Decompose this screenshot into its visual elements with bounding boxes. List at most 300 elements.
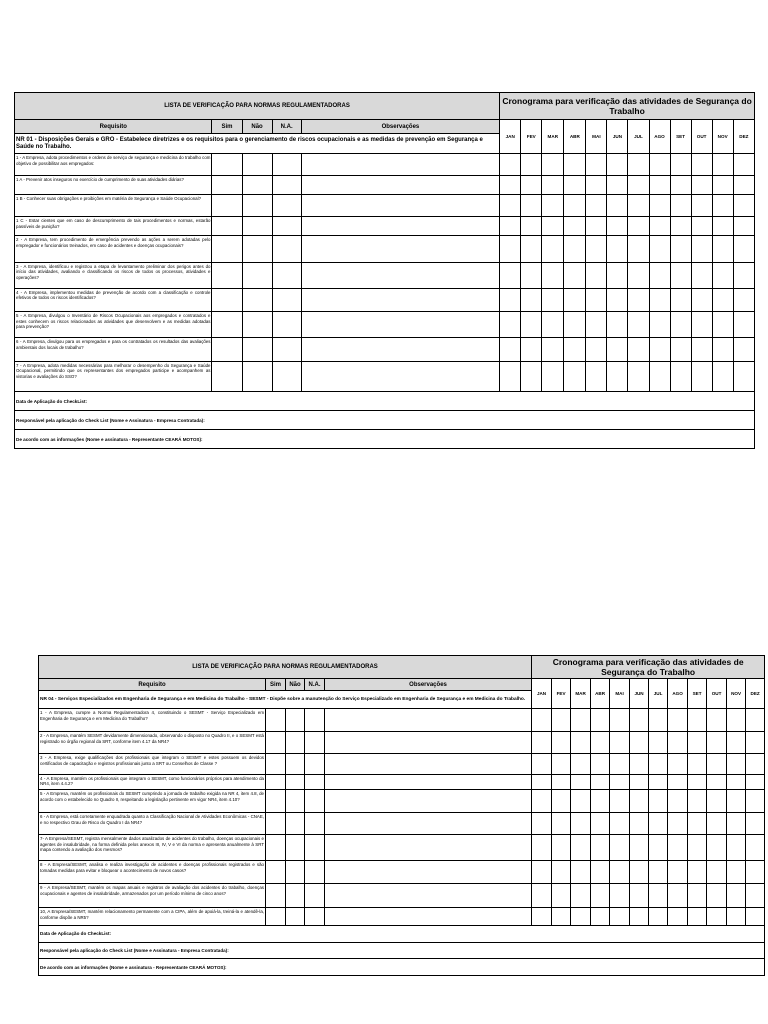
- schedule-cell[interactable]: [668, 753, 688, 774]
- schedule-cell[interactable]: [586, 195, 607, 217]
- answer-no-cell[interactable]: [286, 753, 305, 774]
- schedule-cell[interactable]: [688, 884, 707, 908]
- schedule-cell[interactable]: [712, 217, 733, 236]
- schedule-cell[interactable]: [591, 774, 610, 790]
- notes-cell[interactable]: [325, 753, 532, 774]
- schedule-cell[interactable]: [630, 709, 649, 732]
- schedule-cell[interactable]: [586, 154, 607, 176]
- schedule-cell[interactable]: [733, 154, 754, 176]
- schedule-cell[interactable]: [746, 753, 765, 774]
- schedule-cell[interactable]: [707, 884, 727, 908]
- answer-no-cell[interactable]: [286, 732, 305, 754]
- notes-cell[interactable]: [301, 288, 500, 311]
- schedule-cell[interactable]: [586, 312, 607, 338]
- schedule-cell[interactable]: [649, 790, 668, 813]
- notes-cell[interactable]: [301, 312, 500, 338]
- notes-cell[interactable]: [301, 195, 500, 217]
- schedule-cell[interactable]: [707, 732, 727, 754]
- notes-cell[interactable]: [325, 709, 532, 732]
- schedule-cell[interactable]: [521, 176, 542, 195]
- schedule-cell[interactable]: [688, 709, 707, 732]
- answer-yes-cell[interactable]: [212, 338, 242, 361]
- schedule-cell[interactable]: [733, 176, 754, 195]
- schedule-cell[interactable]: [532, 908, 552, 926]
- notes-cell[interactable]: [301, 361, 500, 392]
- schedule-cell[interactable]: [500, 154, 521, 176]
- schedule-cell[interactable]: [649, 709, 668, 732]
- answer-no-cell[interactable]: [242, 154, 272, 176]
- answer-na-cell[interactable]: [305, 835, 325, 861]
- schedule-cell[interactable]: [571, 790, 591, 813]
- answer-no-cell[interactable]: [242, 262, 272, 288]
- schedule-cell[interactable]: [607, 195, 628, 217]
- answer-no-cell[interactable]: [242, 195, 272, 217]
- schedule-cell[interactable]: [571, 732, 591, 754]
- schedule-cell[interactable]: [586, 288, 607, 311]
- schedule-cell[interactable]: [521, 338, 542, 361]
- schedule-cell[interactable]: [691, 338, 712, 361]
- answer-yes-cell[interactable]: [266, 732, 286, 754]
- schedule-cell[interactable]: [571, 709, 591, 732]
- schedule-cell[interactable]: [668, 835, 688, 861]
- answer-na-cell[interactable]: [305, 732, 325, 754]
- schedule-cell[interactable]: [607, 154, 628, 176]
- schedule-cell[interactable]: [670, 262, 691, 288]
- answer-yes-cell[interactable]: [266, 835, 286, 861]
- answer-no-cell[interactable]: [242, 236, 272, 262]
- schedule-cell[interactable]: [649, 338, 670, 361]
- schedule-cell[interactable]: [727, 861, 746, 884]
- schedule-cell[interactable]: [691, 361, 712, 392]
- schedule-cell[interactable]: [670, 195, 691, 217]
- schedule-cell[interactable]: [691, 262, 712, 288]
- schedule-cell[interactable]: [586, 217, 607, 236]
- schedule-cell[interactable]: [670, 176, 691, 195]
- schedule-cell[interactable]: [500, 176, 521, 195]
- schedule-cell[interactable]: [688, 908, 707, 926]
- schedule-cell[interactable]: [591, 861, 610, 884]
- schedule-cell[interactable]: [668, 861, 688, 884]
- schedule-cell[interactable]: [712, 312, 733, 338]
- answer-no-cell[interactable]: [242, 361, 272, 392]
- schedule-cell[interactable]: [521, 312, 542, 338]
- answer-na-cell[interactable]: [305, 774, 325, 790]
- schedule-cell[interactable]: [542, 361, 564, 392]
- schedule-cell[interactable]: [688, 774, 707, 790]
- schedule-cell[interactable]: [649, 176, 670, 195]
- schedule-cell[interactable]: [746, 884, 765, 908]
- schedule-cell[interactable]: [591, 732, 610, 754]
- answer-yes-cell[interactable]: [212, 154, 242, 176]
- schedule-cell[interactable]: [746, 835, 765, 861]
- schedule-cell[interactable]: [552, 709, 571, 732]
- schedule-cell[interactable]: [610, 835, 630, 861]
- notes-cell[interactable]: [301, 176, 500, 195]
- schedule-cell[interactable]: [733, 288, 754, 311]
- schedule-cell[interactable]: [746, 790, 765, 813]
- schedule-cell[interactable]: [707, 908, 727, 926]
- schedule-cell[interactable]: [649, 361, 670, 392]
- answer-na-cell[interactable]: [305, 861, 325, 884]
- answer-no-cell[interactable]: [242, 288, 272, 311]
- schedule-cell[interactable]: [500, 236, 521, 262]
- answer-yes-cell[interactable]: [266, 884, 286, 908]
- schedule-cell[interactable]: [630, 908, 649, 926]
- answer-na-cell[interactable]: [305, 813, 325, 835]
- schedule-cell[interactable]: [733, 262, 754, 288]
- schedule-cell[interactable]: [746, 774, 765, 790]
- schedule-cell[interactable]: [591, 790, 610, 813]
- answer-yes-cell[interactable]: [212, 312, 242, 338]
- schedule-cell[interactable]: [712, 195, 733, 217]
- schedule-cell[interactable]: [668, 732, 688, 754]
- answer-yes-cell[interactable]: [266, 908, 286, 926]
- schedule-cell[interactable]: [532, 774, 552, 790]
- schedule-cell[interactable]: [521, 217, 542, 236]
- schedule-cell[interactable]: [628, 217, 649, 236]
- schedule-cell[interactable]: [552, 753, 571, 774]
- schedule-cell[interactable]: [733, 312, 754, 338]
- notes-cell[interactable]: [325, 908, 532, 926]
- schedule-cell[interactable]: [727, 753, 746, 774]
- schedule-cell[interactable]: [630, 732, 649, 754]
- schedule-cell[interactable]: [628, 338, 649, 361]
- schedule-cell[interactable]: [500, 338, 521, 361]
- schedule-cell[interactable]: [707, 813, 727, 835]
- schedule-cell[interactable]: [628, 361, 649, 392]
- schedule-cell[interactable]: [712, 236, 733, 262]
- schedule-cell[interactable]: [691, 217, 712, 236]
- answer-na-cell[interactable]: [272, 217, 301, 236]
- schedule-cell[interactable]: [532, 861, 552, 884]
- schedule-cell[interactable]: [532, 790, 552, 813]
- schedule-cell[interactable]: [649, 813, 668, 835]
- schedule-cell[interactable]: [591, 908, 610, 926]
- schedule-cell[interactable]: [564, 262, 586, 288]
- answer-na-cell[interactable]: [272, 154, 301, 176]
- schedule-cell[interactable]: [586, 262, 607, 288]
- schedule-cell[interactable]: [586, 361, 607, 392]
- schedule-cell[interactable]: [712, 361, 733, 392]
- schedule-cell[interactable]: [521, 154, 542, 176]
- answer-no-cell[interactable]: [286, 774, 305, 790]
- schedule-cell[interactable]: [668, 908, 688, 926]
- schedule-cell[interactable]: [586, 236, 607, 262]
- schedule-cell[interactable]: [727, 790, 746, 813]
- schedule-cell[interactable]: [610, 861, 630, 884]
- schedule-cell[interactable]: [521, 262, 542, 288]
- schedule-cell[interactable]: [691, 195, 712, 217]
- answer-no-cell[interactable]: [242, 217, 272, 236]
- answer-yes-cell[interactable]: [212, 361, 242, 392]
- schedule-cell[interactable]: [712, 338, 733, 361]
- schedule-cell[interactable]: [500, 361, 521, 392]
- schedule-cell[interactable]: [591, 884, 610, 908]
- answer-no-cell[interactable]: [286, 790, 305, 813]
- schedule-cell[interactable]: [688, 732, 707, 754]
- schedule-cell[interactable]: [500, 195, 521, 217]
- answer-yes-cell[interactable]: [266, 709, 286, 732]
- schedule-cell[interactable]: [668, 774, 688, 790]
- schedule-cell[interactable]: [571, 835, 591, 861]
- schedule-cell[interactable]: [630, 753, 649, 774]
- schedule-cell[interactable]: [727, 709, 746, 732]
- schedule-cell[interactable]: [586, 176, 607, 195]
- answer-yes-cell[interactable]: [266, 861, 286, 884]
- schedule-cell[interactable]: [649, 908, 668, 926]
- schedule-cell[interactable]: [649, 861, 668, 884]
- schedule-cell[interactable]: [727, 732, 746, 754]
- notes-cell[interactable]: [325, 884, 532, 908]
- schedule-cell[interactable]: [532, 884, 552, 908]
- schedule-cell[interactable]: [670, 312, 691, 338]
- schedule-cell[interactable]: [564, 154, 586, 176]
- answer-no-cell[interactable]: [286, 908, 305, 926]
- schedule-cell[interactable]: [628, 262, 649, 288]
- schedule-cell[interactable]: [670, 217, 691, 236]
- schedule-cell[interactable]: [500, 288, 521, 311]
- schedule-cell[interactable]: [610, 709, 630, 732]
- schedule-cell[interactable]: [500, 312, 521, 338]
- schedule-cell[interactable]: [670, 154, 691, 176]
- schedule-cell[interactable]: [727, 884, 746, 908]
- schedule-cell[interactable]: [564, 217, 586, 236]
- schedule-cell[interactable]: [564, 176, 586, 195]
- schedule-cell[interactable]: [591, 813, 610, 835]
- schedule-cell[interactable]: [607, 288, 628, 311]
- schedule-cell[interactable]: [630, 861, 649, 884]
- schedule-cell[interactable]: [649, 288, 670, 311]
- schedule-cell[interactable]: [727, 774, 746, 790]
- schedule-cell[interactable]: [571, 884, 591, 908]
- schedule-cell[interactable]: [607, 176, 628, 195]
- schedule-cell[interactable]: [607, 338, 628, 361]
- answer-yes-cell[interactable]: [266, 790, 286, 813]
- schedule-cell[interactable]: [733, 217, 754, 236]
- schedule-cell[interactable]: [532, 813, 552, 835]
- schedule-cell[interactable]: [688, 813, 707, 835]
- schedule-cell[interactable]: [532, 732, 552, 754]
- schedule-cell[interactable]: [552, 813, 571, 835]
- schedule-cell[interactable]: [607, 236, 628, 262]
- schedule-cell[interactable]: [649, 884, 668, 908]
- schedule-cell[interactable]: [628, 176, 649, 195]
- schedule-cell[interactable]: [746, 908, 765, 926]
- answer-na-cell[interactable]: [272, 338, 301, 361]
- schedule-cell[interactable]: [552, 884, 571, 908]
- schedule-cell[interactable]: [649, 312, 670, 338]
- schedule-cell[interactable]: [607, 217, 628, 236]
- schedule-cell[interactable]: [564, 236, 586, 262]
- schedule-cell[interactable]: [746, 732, 765, 754]
- schedule-cell[interactable]: [712, 288, 733, 311]
- answer-na-cell[interactable]: [305, 709, 325, 732]
- schedule-cell[interactable]: [607, 312, 628, 338]
- answer-yes-cell[interactable]: [266, 813, 286, 835]
- schedule-cell[interactable]: [630, 835, 649, 861]
- schedule-cell[interactable]: [630, 884, 649, 908]
- notes-cell[interactable]: [301, 236, 500, 262]
- answer-na-cell[interactable]: [272, 288, 301, 311]
- schedule-cell[interactable]: [688, 835, 707, 861]
- schedule-cell[interactable]: [564, 195, 586, 217]
- schedule-cell[interactable]: [630, 774, 649, 790]
- notes-cell[interactable]: [325, 861, 532, 884]
- schedule-cell[interactable]: [649, 154, 670, 176]
- answer-na-cell[interactable]: [272, 176, 301, 195]
- schedule-cell[interactable]: [649, 835, 668, 861]
- schedule-cell[interactable]: [552, 732, 571, 754]
- schedule-cell[interactable]: [649, 217, 670, 236]
- schedule-cell[interactable]: [727, 835, 746, 861]
- schedule-cell[interactable]: [670, 236, 691, 262]
- schedule-cell[interactable]: [610, 790, 630, 813]
- answer-na-cell[interactable]: [272, 312, 301, 338]
- schedule-cell[interactable]: [628, 236, 649, 262]
- schedule-cell[interactable]: [552, 908, 571, 926]
- answer-na-cell[interactable]: [272, 361, 301, 392]
- schedule-cell[interactable]: [707, 861, 727, 884]
- schedule-cell[interactable]: [542, 217, 564, 236]
- answer-no-cell[interactable]: [286, 884, 305, 908]
- schedule-cell[interactable]: [542, 288, 564, 311]
- notes-cell[interactable]: [301, 217, 500, 236]
- schedule-cell[interactable]: [552, 861, 571, 884]
- answer-no-cell[interactable]: [242, 176, 272, 195]
- notes-cell[interactable]: [301, 154, 500, 176]
- schedule-cell[interactable]: [542, 338, 564, 361]
- answer-yes-cell[interactable]: [266, 774, 286, 790]
- schedule-cell[interactable]: [707, 753, 727, 774]
- schedule-cell[interactable]: [628, 288, 649, 311]
- answer-no-cell[interactable]: [286, 861, 305, 884]
- answer-yes-cell[interactable]: [212, 288, 242, 311]
- schedule-cell[interactable]: [649, 236, 670, 262]
- schedule-cell[interactable]: [610, 774, 630, 790]
- schedule-cell[interactable]: [668, 813, 688, 835]
- schedule-cell[interactable]: [630, 790, 649, 813]
- schedule-cell[interactable]: [607, 262, 628, 288]
- answer-yes-cell[interactable]: [212, 176, 242, 195]
- schedule-cell[interactable]: [521, 361, 542, 392]
- schedule-cell[interactable]: [564, 288, 586, 311]
- schedule-cell[interactable]: [670, 361, 691, 392]
- answer-no-cell[interactable]: [286, 709, 305, 732]
- schedule-cell[interactable]: [733, 236, 754, 262]
- schedule-cell[interactable]: [670, 338, 691, 361]
- schedule-cell[interactable]: [691, 288, 712, 311]
- answer-na-cell[interactable]: [305, 790, 325, 813]
- schedule-cell[interactable]: [746, 709, 765, 732]
- schedule-cell[interactable]: [746, 861, 765, 884]
- schedule-cell[interactable]: [649, 753, 668, 774]
- schedule-cell[interactable]: [571, 861, 591, 884]
- schedule-cell[interactable]: [628, 312, 649, 338]
- answer-yes-cell[interactable]: [212, 262, 242, 288]
- answer-na-cell[interactable]: [272, 195, 301, 217]
- schedule-cell[interactable]: [610, 753, 630, 774]
- schedule-cell[interactable]: [630, 813, 649, 835]
- answer-no-cell[interactable]: [286, 835, 305, 861]
- schedule-cell[interactable]: [571, 813, 591, 835]
- schedule-cell[interactable]: [668, 790, 688, 813]
- schedule-cell[interactable]: [607, 361, 628, 392]
- schedule-cell[interactable]: [733, 338, 754, 361]
- schedule-cell[interactable]: [628, 195, 649, 217]
- notes-cell[interactable]: [325, 813, 532, 835]
- schedule-cell[interactable]: [571, 774, 591, 790]
- schedule-cell[interactable]: [649, 774, 668, 790]
- schedule-cell[interactable]: [542, 195, 564, 217]
- schedule-cell[interactable]: [707, 835, 727, 861]
- schedule-cell[interactable]: [691, 154, 712, 176]
- schedule-cell[interactable]: [746, 813, 765, 835]
- schedule-cell[interactable]: [521, 288, 542, 311]
- notes-cell[interactable]: [301, 338, 500, 361]
- notes-cell[interactable]: [325, 774, 532, 790]
- schedule-cell[interactable]: [532, 835, 552, 861]
- schedule-cell[interactable]: [610, 732, 630, 754]
- schedule-cell[interactable]: [707, 790, 727, 813]
- answer-na-cell[interactable]: [305, 908, 325, 926]
- schedule-cell[interactable]: [552, 790, 571, 813]
- answer-no-cell[interactable]: [286, 813, 305, 835]
- schedule-cell[interactable]: [521, 195, 542, 217]
- schedule-cell[interactable]: [610, 813, 630, 835]
- schedule-cell[interactable]: [649, 732, 668, 754]
- schedule-cell[interactable]: [733, 361, 754, 392]
- answer-yes-cell[interactable]: [212, 217, 242, 236]
- notes-cell[interactable]: [325, 732, 532, 754]
- schedule-cell[interactable]: [712, 262, 733, 288]
- answer-na-cell[interactable]: [305, 884, 325, 908]
- schedule-cell[interactable]: [552, 774, 571, 790]
- schedule-cell[interactable]: [564, 338, 586, 361]
- answer-na-cell[interactable]: [305, 753, 325, 774]
- schedule-cell[interactable]: [688, 790, 707, 813]
- schedule-cell[interactable]: [591, 709, 610, 732]
- schedule-cell[interactable]: [670, 288, 691, 311]
- schedule-cell[interactable]: [564, 361, 586, 392]
- schedule-cell[interactable]: [649, 262, 670, 288]
- schedule-cell[interactable]: [532, 709, 552, 732]
- schedule-cell[interactable]: [542, 154, 564, 176]
- answer-yes-cell[interactable]: [212, 195, 242, 217]
- answer-no-cell[interactable]: [242, 338, 272, 361]
- schedule-cell[interactable]: [532, 753, 552, 774]
- schedule-cell[interactable]: [707, 774, 727, 790]
- answer-na-cell[interactable]: [272, 262, 301, 288]
- schedule-cell[interactable]: [727, 813, 746, 835]
- schedule-cell[interactable]: [712, 176, 733, 195]
- schedule-cell[interactable]: [521, 236, 542, 262]
- schedule-cell[interactable]: [712, 154, 733, 176]
- schedule-cell[interactable]: [542, 236, 564, 262]
- schedule-cell[interactable]: [733, 195, 754, 217]
- schedule-cell[interactable]: [542, 176, 564, 195]
- schedule-cell[interactable]: [688, 861, 707, 884]
- schedule-cell[interactable]: [668, 709, 688, 732]
- notes-cell[interactable]: [301, 262, 500, 288]
- schedule-cell[interactable]: [610, 884, 630, 908]
- answer-no-cell[interactable]: [242, 312, 272, 338]
- answer-yes-cell[interactable]: [266, 753, 286, 774]
- schedule-cell[interactable]: [707, 709, 727, 732]
- schedule-cell[interactable]: [571, 753, 591, 774]
- schedule-cell[interactable]: [691, 176, 712, 195]
- notes-cell[interactable]: [325, 835, 532, 861]
- schedule-cell[interactable]: [727, 908, 746, 926]
